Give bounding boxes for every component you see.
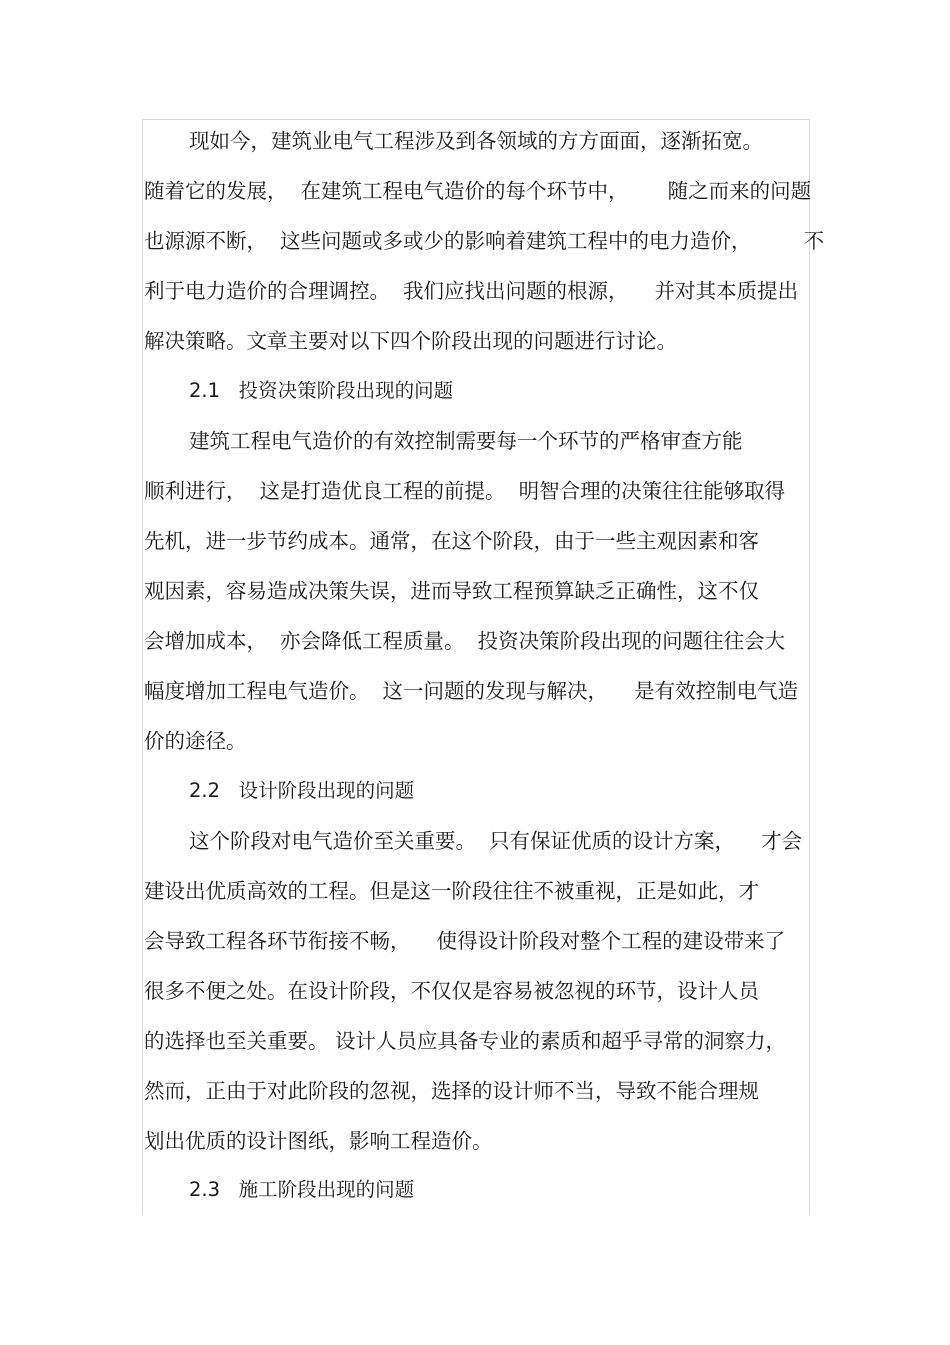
section-heading: 2.1 投资决策阶段出现的问题 xyxy=(189,379,454,402)
paragraph-line: 建筑工程电气造价的有效控制需要每一个环节的严格审查方能 xyxy=(189,429,743,453)
paragraph-line: 划出优质的设计图纸，影响工程造价。 xyxy=(144,1129,493,1153)
paragraph-line: 很多不便之处。在设计阶段，不仅仅是容易被忽视的环节，设计人员 xyxy=(144,979,759,1003)
section-heading: 2.2 设计阶段出现的问题 xyxy=(189,779,415,802)
paragraph-line: 先机，进一步节约成本。通常，在这个阶段，由于一些主观因素和客 xyxy=(144,529,759,553)
paragraph-line: 这个阶段对电气造价至关重要。 只有保证优质的设计方案， 才会 xyxy=(189,829,803,853)
paragraph-line: 也源源不断， 这些问题或多或少的影响着建筑工程中的电力造价， 不 xyxy=(144,229,825,253)
paragraph-line: 会导致工程各环节衔接不畅， 使得设计阶段对整个工程的建设带来了 xyxy=(144,929,786,953)
paragraph-line: 幅度增加工程电气造价。 这一问题的发现与解决， 是有效控制电气造 xyxy=(144,679,799,703)
paragraph-line: 会增加成本， 亦会降低工程质量。 投资决策阶段出现的问题往往会大 xyxy=(144,629,786,653)
paragraph-line: 的选择也至关重要。 设计人员应具备专业的素质和超乎寻常的洞察力， xyxy=(144,1029,787,1053)
paragraph-line: 顺利进行， 这是打造优良工程的前提。 明智合理的决策往往能够取得 xyxy=(144,479,786,503)
paragraph-line: 利于电力造价的合理调控。 我们应找出问题的根源， 并对其本质提出 xyxy=(144,279,799,303)
paragraph-line: 建设出优质高效的工程。但是这一阶段往往不被重视，正是如此，才 xyxy=(144,879,759,903)
paragraph-line: 解决策略。文章主要对以下四个阶段出现的问题进行讨论。 xyxy=(144,329,677,353)
paragraph-line: 随着它的发展， 在建筑工程电气造价的每个环节中， 随之而来的问题 xyxy=(144,179,812,203)
paragraph-line: 价的途径。 xyxy=(144,729,247,753)
paragraph-line: 然而，正由于对此阶段的忽视，选择的设计师不当，导致不能合理规 xyxy=(144,1079,759,1103)
section-heading: 2.3 施工阶段出现的问题 xyxy=(189,1178,415,1201)
paragraph-line: 观因素，容易造成决策失误，进而导致工程预算缺乏正确性，这不仅 xyxy=(144,579,759,603)
paragraph-line: 现如今，建筑业电气工程涉及到各领域的方方面面，逐渐拓宽。 xyxy=(189,129,763,153)
